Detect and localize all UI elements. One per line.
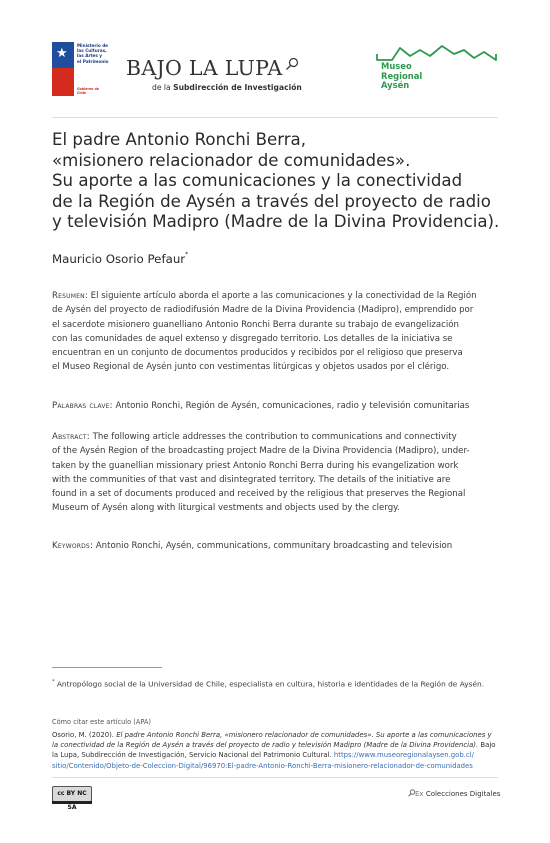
- magnifier-small-icon: [408, 789, 415, 797]
- palabras-clave-label: Palabras clave:: [52, 401, 113, 411]
- magnifier-icon: [285, 57, 299, 71]
- series-title: BAJO LA LUPA: [126, 56, 283, 80]
- collections-digital-label: Ex Colecciones Digitales: [415, 790, 501, 798]
- footer-divider: [52, 777, 498, 778]
- header-divider: [52, 117, 498, 118]
- resumen-label: Resumen:: [52, 291, 88, 301]
- license-bar: [52, 801, 92, 804]
- series-subtitle: de la Subdirección de Investigación: [152, 83, 302, 92]
- citation-text: Osorio, M. (2020). El padre Antonio Ronchi Berra, «misionero relacionador de comunidades». Su aporte a las comunicaciones y la conectividad de la Región de Aysén a través del proyecto de radio y televisión Madipro (Madre de la Divina Providencia). Bajo la Lupa, Subdirección de Investigación, Servicio Nacional del Patrimonio Cultural. https://www.museoregionalaysen.gob.cl/ sitio/Contenido/Objeto-de-Coleccion-Digital/96970:El-padre-Antonio-Ronchi-Berra-misionero-relacionador-de-comunidades: [52, 731, 496, 770]
- palabras-clave-paragraph: Palabras clave: Antonio Ronchi, Región de Aysén, comunicaciones, radio y televisión comunitarias: [52, 401, 470, 411]
- citation-link[interactable]: https://www.museoregionalaysen.gob.cl/: [333, 751, 474, 760]
- author-name: Mauricio Osorio Pefaur*: [52, 251, 189, 266]
- citation-link-continued[interactable]: sitio/Contenido/Objeto-de-Coleccion-Digital/96970:El-padre-Antonio-Ronchi-Berra-misionero-relacionador-de-comunidades: [52, 761, 473, 770]
- ministry-name: Ministerio de las Culturas, las Artes y el Patrimonio: [77, 43, 109, 64]
- abstract-label: Abstract:: [52, 432, 90, 442]
- keywords-label: Keywords:: [52, 541, 94, 551]
- article-title: El padre Antonio Ronchi Berra, «misionero relacionador de comunidades». Su aporte a las comunicaciones y la conectividad de la Región de Aysén a través del proyecto de radio y televisión Madipro (Madre de la Divina Providencia).: [52, 130, 500, 232]
- footnote-mark: *: [185, 251, 189, 258]
- keywords-paragraph: Keywords: Antonio Ronchi, Aysén, communications, communitary broadcasting and television: [52, 541, 453, 551]
- abstract-paragraph: Abstract: The following article addresses the contribution to communications and connectivity of the Aysén Region of the broadcasting project Madre de la Divina Providencia (Madipro), under- taken by the guanellian missionary priest Antonio Ronchi Berra during his evangelization work with the communities of that vast and disintegrated territory. The details of the initiative are found in a set of documents produced and received by the religious that preserves the Regional Museum of Aysén along with liturgical vestments and objects used by the clergy.: [52, 432, 470, 514]
- government-logo: [52, 42, 108, 96]
- government-label: Gobierno de Chile: [77, 87, 99, 95]
- chile-flag-icon: ★: [52, 42, 74, 96]
- resumen-paragraph: Resumen: El siguiente artículo aborda el aporte a las comunicaciones y la conectividad de la Región de Aysén del proyecto de radiodifusión Madre de la Divina Providencia (Madipro), emprendido por el sacerdote misionero guanelliano Antonio Ronchi Berra durante su trabajo de evangelización con las comunidades de aquel extenso y disgregado territorio. Los detalles de la iniciativa se encuentran en un conjunto de documentos producidos y recibidos por el religioso que preserva el Museo Regional de Aysén junto con vestimentas litúrgicas y objetos usados por el clérigo.: [52, 291, 477, 373]
- creative-commons-icon[interactable]: cc BY NC SA: [52, 786, 92, 802]
- author-footnote: * Antropólogo social de la Universidad de Chile, especialista en cultura, historia e identidades de la Región de Aysén.: [52, 679, 485, 689]
- citation-label: Cómo citar este artículo (APA): [52, 718, 151, 726]
- footnote-divider: [52, 667, 162, 668]
- museum-name: Museo Regional Aysén: [381, 61, 423, 91]
